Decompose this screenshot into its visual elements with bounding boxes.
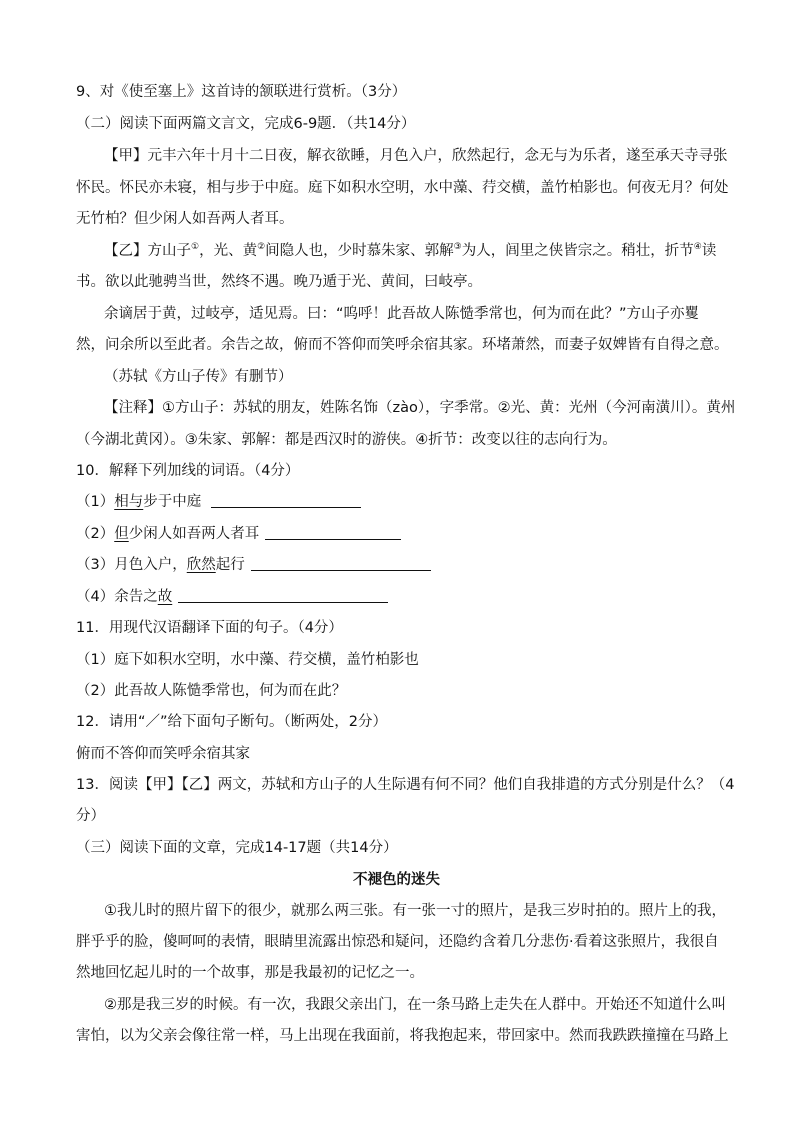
- underlined-word: 相与: [114, 494, 144, 510]
- passage-jia-line-3: 无竹柏？但少闲人如吾两人者耳。: [76, 211, 294, 227]
- q10-item-1: [76, 492, 361, 512]
- q11-sentence-2: （2）此吾故人陈慥季常也，何为而在此？: [76, 683, 347, 699]
- question-13-line-1: 13．阅读【甲】【乙】两文，苏轼和方山子的人生际遇有何不同？他们自我排遣的方式分别是什么？（4: [76, 777, 735, 793]
- item-number: （4）: [76, 589, 115, 605]
- answer-blank[interactable]: [265, 524, 401, 540]
- underlined-word: 故: [157, 589, 173, 605]
- notes-line-2: （今湖北黄冈）。③朱家、郭解：都是西汉时的游侠。④折节：改变以往的志向行为。: [76, 432, 617, 448]
- yi-text-a: 【乙】方山子: [104, 243, 191, 259]
- yi-text-d: 为人，闾里之侠皆宗之。稍壮，折节: [461, 243, 694, 259]
- question-11-title: 11．用现代汉语翻译下面的句子。（4分）: [76, 620, 343, 636]
- passage-yi-line-4: 然，问余所以至此者。余告之故，俯而不答仰而笑呼余宿其家。环堵萧然，而妻子奴婢皆有自得之意。: [76, 337, 729, 353]
- passage-yi-line-3: 余谪居于黄，过岐亭，适见焉。曰：“呜呼！此吾故人陈慥季常也，何为而在此？”方山子亦矍: [104, 306, 700, 322]
- item-number: （2）: [76, 526, 115, 542]
- q11-sentence-1: （1）庭下如积水空明，水中藻、荇交横，盖竹柏影也: [76, 652, 419, 668]
- q10-item-2: [76, 524, 401, 544]
- article-p1-line-2: 胖乎乎的脸，傻呵呵的表情，眼睛里流露出惊恐和疑问，还隐约含着几分悲伤·看着这张照片，我很自: [76, 934, 719, 950]
- answer-blank[interactable]: [211, 492, 361, 508]
- article-p1-line-3: 然地回忆起儿时的一个故事，那是我最初的记忆之一。: [76, 965, 424, 981]
- q12-sentence: 俯而不答仰而笑呼余宿其家: [76, 746, 250, 762]
- section-2-heading: （二）阅读下面两篇文言文，完成6-9题．（共14分）: [76, 116, 416, 132]
- underlined-word: 但: [114, 526, 129, 542]
- passage-yi-source: （苏轼《方山子传》有删节）: [104, 369, 293, 385]
- article-title: 不褪色的迷失: [353, 872, 440, 888]
- passage-jia-line-1: 【甲】元丰六年十月十二日夜，解衣欲睡，月色入户，欣然起行，念无与为乐者，遂至承天寺寻张: [104, 148, 728, 164]
- note-mark-2: ②: [257, 242, 266, 252]
- item-text: 起行: [215, 557, 245, 573]
- underlined-word: 欣然: [186, 557, 216, 573]
- q10-item-4: [76, 587, 388, 607]
- yi-text-e: 读: [701, 243, 717, 259]
- item-number: （1）: [76, 494, 115, 510]
- yi-text-c: 间隐人也，少时慕朱家、郭解: [265, 243, 454, 259]
- passage-jia-line-2: 怀民。怀民亦未寝，相与步于中庭。庭下如积水空明，水中藻、荇交横，盖竹柏影也。何夜无月？何处: [76, 180, 729, 196]
- question-13-line-2: 分）: [76, 808, 105, 824]
- notes-line-1: 【注释】①方山子：苏轼的朋友，姓陈名饰（zào），字季常。②光、黄：光州（今河南潢川）。黄州: [104, 400, 736, 416]
- item-number: （3）: [76, 557, 115, 573]
- item-text: 步于中庭: [143, 494, 202, 510]
- question-12-title: 12．请用“／”给下面句子断句。（断两处，2分）: [76, 714, 387, 730]
- passage-yi-line-1: [104, 241, 716, 261]
- note-mark-1: ①: [191, 242, 200, 252]
- note-mark-3: ③: [453, 242, 462, 252]
- article-p2-line-2: 害怕，以为父亲会像往常一样，马上出现在我面前，将我抱起来，带回家中。然而我跌跌撞撞在马路上: [76, 1028, 729, 1044]
- answer-blank[interactable]: [178, 587, 388, 603]
- item-text: 少闲人如吾两人者耳: [128, 526, 260, 542]
- question-9: 9、对《使至塞上》这首诗的颔联进行赏析。（3分）: [76, 84, 407, 100]
- note-mark-4: ④: [693, 242, 702, 252]
- q10-item-3: [76, 555, 431, 575]
- article-p1-line-1: ①我儿时的照片留下的很少，就那么两三张。有一张一寸的照片，是我三岁时拍的。照片上的我，: [104, 903, 726, 919]
- section-3-heading: （三）阅读下面的文章，完成14-17题（共14分）: [76, 840, 398, 856]
- item-text-pre: 余告之: [114, 589, 158, 605]
- passage-yi-line-2: 书。欲以此驰骋当世，然终不遇。晚乃遁于光、黄间，曰岐亭。: [76, 274, 482, 290]
- item-text-pre: 月色入户，: [114, 557, 187, 573]
- yi-text-b: ，光、黄: [199, 243, 258, 259]
- article-p2-line-1: ②那是我三岁的时候。有一次，我跟父亲出门，在一条马路上走失在人群中。开始还不知道什么叫: [104, 997, 726, 1013]
- answer-blank[interactable]: [251, 555, 431, 571]
- question-10-title: 10．解释下列加线的词语。（4分）: [76, 463, 300, 479]
